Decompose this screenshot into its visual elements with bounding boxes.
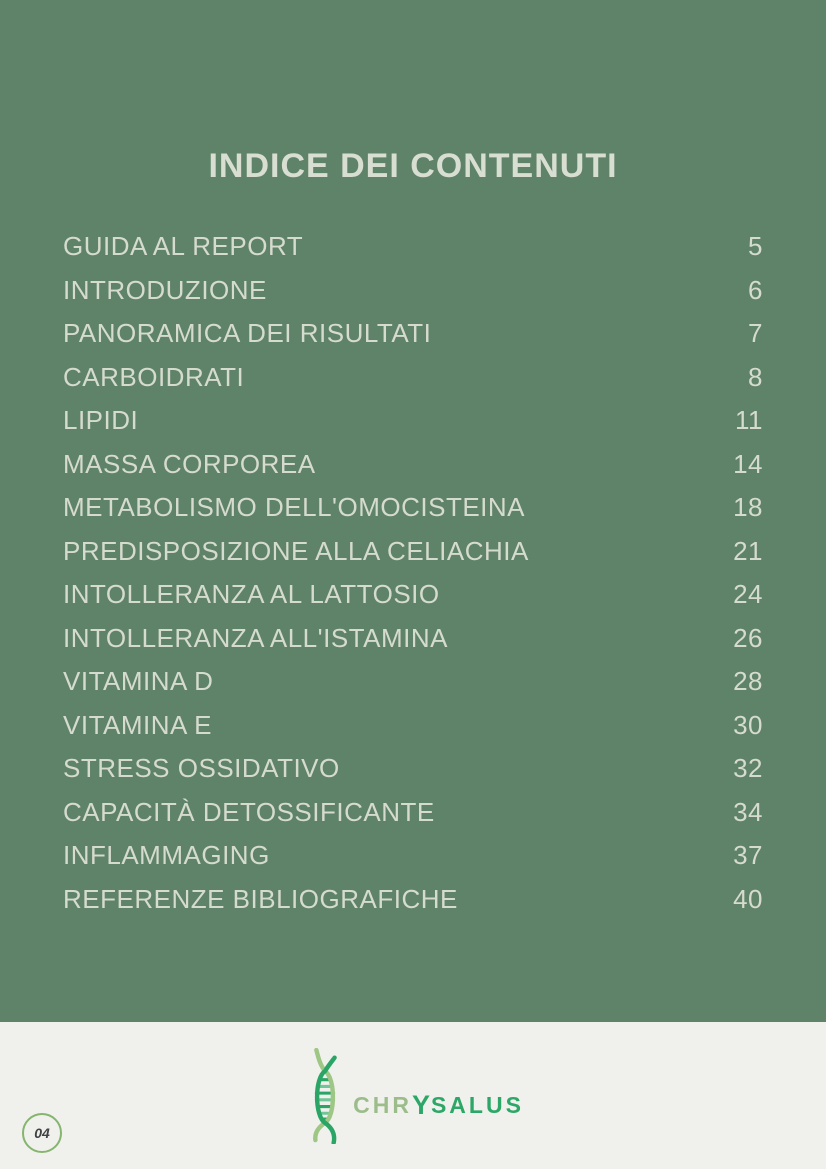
toc-entry-label: INFLAMMAGING [63,840,270,871]
toc-entry [63,834,763,878]
toc-entry [63,443,763,487]
toc-entry [63,399,763,443]
toc-entry [63,573,763,617]
toc-entry-label: INTRODUZIONE [63,274,267,305]
toc-entry-label: PREDISPOSIZIONE ALLA CELIACHIA [63,535,529,566]
brand-wordmark-salus: SALUS [430,1091,524,1118]
toc-entry-page-number: 24 [733,579,763,610]
toc-entry-page-number: 6 [748,274,763,305]
toc-entry [63,704,763,748]
toc-entry [63,225,763,269]
dna-helix-icon [302,1048,348,1144]
toc-entry-page-number: 18 [733,492,763,523]
toc-entry-label: LIPIDI [63,405,139,436]
toc-entry-page-number: 40 [733,883,763,914]
toc-entry-label: REFERENZE BIBLIOGRAFICHE [63,883,458,914]
toc-entry [63,312,763,356]
toc-entry-label: CARBOIDRATI [63,361,245,392]
toc-entry-label: VITAMINA E [63,709,212,740]
footer [0,1022,826,1169]
toc-entry-label: GUIDA AL REPORT [63,231,304,262]
toc-entry-label: CAPACITÀ DETOSSIFICANTE [63,796,435,827]
brand-wordmark [353,1089,524,1120]
toc-entry-page-number: 7 [748,318,763,349]
toc-entry-page-number: 14 [733,448,763,479]
toc-entry-label: VITAMINA D [63,666,214,697]
toc-entry [63,486,763,530]
toc-entry-label: METABOLISMO DELL'OMOCISTEINA [63,492,526,523]
toc-entry-page-number: 8 [748,361,763,392]
toc-entry-page-number: 5 [748,231,763,262]
toc-list [63,225,763,921]
brand-wordmark-chr: CHR [353,1091,412,1118]
toc-entry-label: INTOLLERANZA ALL'ISTAMINA [63,622,448,653]
toc-entry-page-number: 21 [733,535,763,566]
toc-entry-page-number: 28 [733,666,763,697]
brand-logo [302,1048,524,1144]
toc-entry-page-number: 30 [733,709,763,740]
toc-entry-label: STRESS OSSIDATIVO [63,753,340,784]
toc-entry [63,617,763,661]
page-number-text: 04 [34,1125,50,1141]
toc-entry [63,356,763,400]
toc-entry-page-number: 34 [733,796,763,827]
toc-entry [63,530,763,574]
toc-entry-label: MASSA CORPOREA [63,448,316,479]
toc-entry [63,791,763,835]
toc-entry-page-number: 26 [733,622,763,653]
toc-entry-page-number: 37 [733,840,763,871]
toc-entry-page-number: 32 [733,753,763,784]
page-number-badge [22,1113,62,1153]
toc-entry-label: INTOLLERANZA AL LATTOSIO [63,579,440,610]
toc-entry-label: PANORAMICA DEI RISULTATI [63,318,432,349]
toc-entry [63,269,763,313]
toc-entry [63,660,763,704]
toc-entry [63,747,763,791]
page-title: INDICE DEI CONTENUTI [208,147,618,185]
toc-entry-page-number: 11 [735,405,763,436]
brand-y-glyph: Y [411,1089,430,1120]
toc-entry [63,878,763,922]
